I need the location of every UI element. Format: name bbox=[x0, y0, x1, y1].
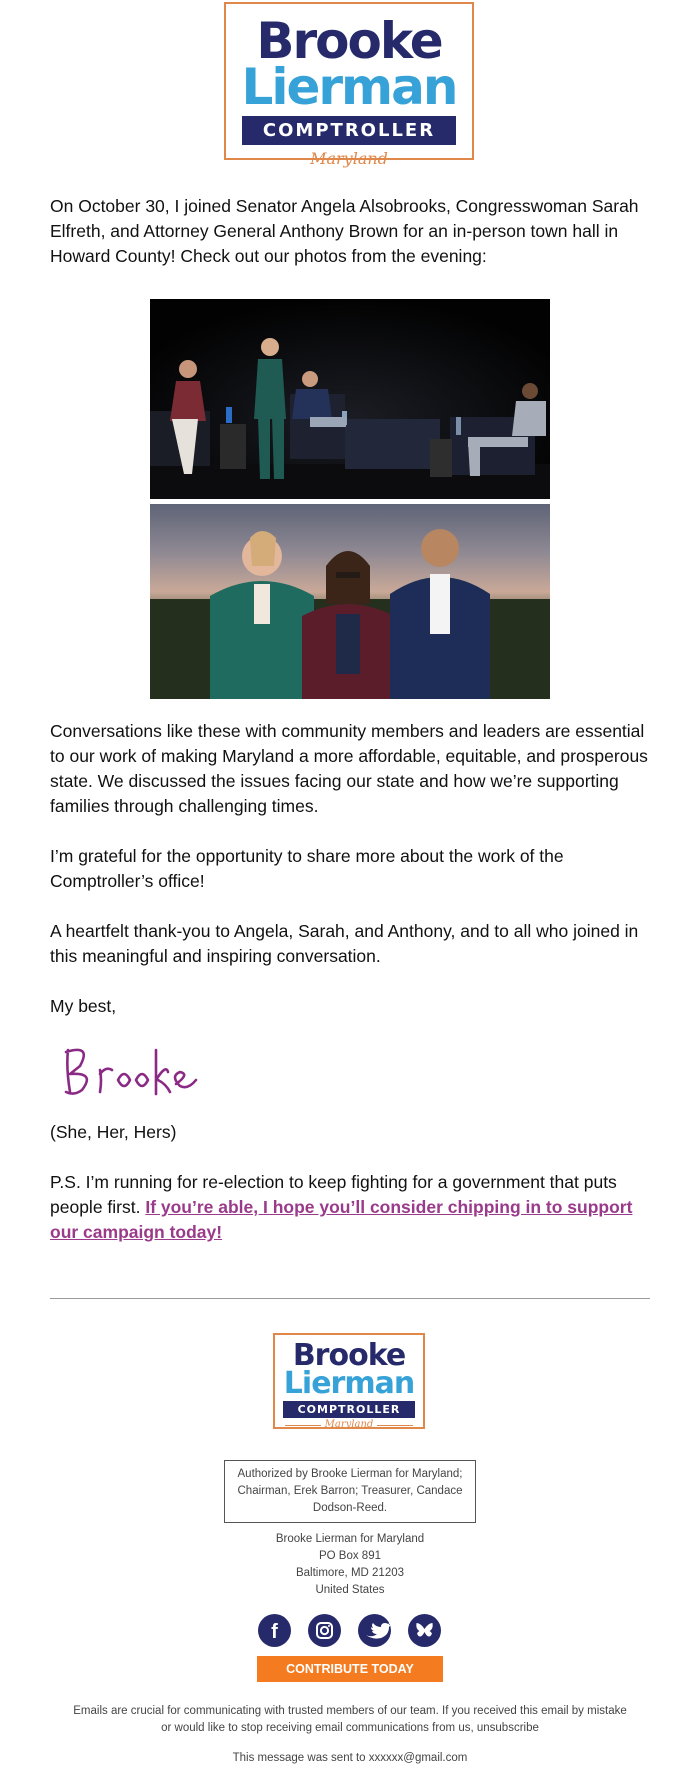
unsubscribe-link[interactable]: unsubscribe bbox=[476, 1722, 539, 1734]
email-disclaimer bbox=[70, 1703, 630, 1737]
signature-mark bbox=[60, 1040, 200, 1100]
instagram-icon[interactable] bbox=[308, 1614, 341, 1647]
sent-to-notice bbox=[150, 1752, 550, 1764]
recipient-email: xxxxxx@gmail.com bbox=[368, 1752, 468, 1764]
footer-divider bbox=[50, 1298, 650, 1299]
logo-state: Maryland bbox=[226, 149, 472, 168]
donate-link[interactable]: If you’re able, I hope you’ll consider chipping in to support our campaign today! bbox=[50, 1197, 633, 1242]
twitter-icon[interactable] bbox=[358, 1614, 391, 1647]
footer-logo-office-bar: COMPTROLLER bbox=[283, 1401, 415, 1418]
group-photo bbox=[150, 504, 550, 699]
conversation-paragraph: Conversations like these with community members and leaders are essential to our work of making Maryland a more affordable, equitable, and prosperous state. We discussed the issues facing our state and how we’re supporting families through challenging times. bbox=[50, 721, 648, 816]
bluesky-icon[interactable] bbox=[408, 1614, 441, 1647]
footer-campaign-logo bbox=[273, 1333, 425, 1429]
logo-first-name: Brooke bbox=[256, 12, 442, 70]
authorization-notice: Authorized by Brooke Lierman for Maryland; Chairman, Erek Barron; Treasurer, Candace Dodson-Reed. bbox=[224, 1460, 476, 1523]
logo-office-bar: COMPTROLLER bbox=[242, 116, 456, 145]
handwritten-signature bbox=[60, 1040, 200, 1112]
footer-logo-first-name: Brooke bbox=[292, 1338, 406, 1373]
contribute-today-button[interactable]: CONTRIBUTE TODAY bbox=[257, 1656, 443, 1682]
disclaimer-text: Emails are crucial for communicating with trusted members of our team. If you received this email by mistake or would like to stop receiving email communications from us, bbox=[73, 1705, 627, 1734]
facebook-icon[interactable] bbox=[258, 1614, 291, 1647]
group-photo-illustration bbox=[150, 504, 550, 699]
grateful-paragraph: I’m grateful for the opportunity to share more about the work of the Comptroller’s office! bbox=[50, 846, 564, 891]
sent-to-prefix: This message was sent to bbox=[232, 1752, 369, 1764]
svg-text:f: f bbox=[271, 1621, 278, 1643]
pronouns: (She, Her, Hers) bbox=[50, 1122, 177, 1142]
address-line: Baltimore, MD 21203 bbox=[295, 1567, 405, 1579]
address-line: United States bbox=[315, 1584, 385, 1596]
footer-logo-last-name: Lierman bbox=[283, 1366, 415, 1401]
address-line: PO Box 891 bbox=[318, 1550, 381, 1562]
footer-logo-state: Maryland bbox=[275, 1419, 423, 1430]
postscript-text: P.S. I’m running for re-election to keep fighting for a government that puts people first. bbox=[50, 1172, 617, 1217]
thank-you-paragraph: A heartfelt thank-you to Angela, Sarah, and Anthony, and to all who joined in this meaningful and inspiring conversation. bbox=[50, 921, 639, 966]
mailing-address bbox=[150, 1531, 550, 1599]
postscript bbox=[50, 1170, 650, 1245]
address-line: Brooke Lierman for Maryland bbox=[275, 1533, 425, 1545]
closing-line: My best, bbox=[50, 996, 117, 1016]
logo-last-name: Lierman bbox=[241, 58, 457, 116]
intro-paragraph: On October 30, I joined Senator Angela Alsobrooks, Congresswoman Sarah Elfreth, and Attorney General Anthony Brown for an in-person town hall in Howard County! Check out our photos from the evening: bbox=[50, 196, 639, 266]
campaign-logo bbox=[224, 2, 474, 168]
panel-photo-illustration bbox=[150, 299, 550, 499]
town-hall-panel-photo bbox=[150, 299, 550, 499]
